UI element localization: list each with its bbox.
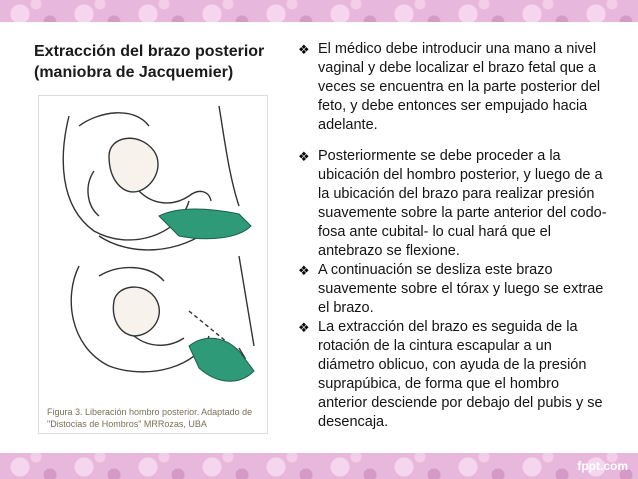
glove-hand-top (159, 209, 251, 239)
list-item (296, 261, 612, 318)
bullet-text: Posteriormente se debe proceder a la ubicación del hombro posterior, y luego de a la ubicación del brazo para realizar presión suavemente sobre la parte anterior del codo- fosa ante cubital- lo cual hará que el antebrazo se flexione. (318, 148, 607, 259)
diamond-bullet-icon: ❖ (298, 42, 310, 57)
bullet-text: La extracción del brazo es seguida de la rotación de la cintura escapular a un diámetro oblicuo, con ayuda de la presión suprapúbica, de forma que el hombro anterior desciende por debajo del pubis y se desencaja. (318, 319, 603, 430)
obstetric-maneuver-illustration (39, 96, 269, 406)
bullet-text: El médico debe introducir una mano a nivel vaginal y debe localizar el brazo fetal que a veces se encuentra en la parte posterior del feto, y debe entonces ser empujado hacia adelante. (318, 41, 601, 133)
diamond-bullet-icon: ❖ (298, 320, 310, 335)
footer-logo: fppt.com (577, 459, 628, 473)
list-item (296, 318, 612, 432)
list-item (296, 147, 612, 261)
list-item (296, 40, 612, 135)
glove-hand-bottom (189, 338, 254, 381)
decorative-border-top (0, 0, 638, 22)
figure-caption: Figura 3. Liberación hombro posterior. Adaptado de "Distocias de Hombros" MRRozas, UBA (47, 407, 253, 429)
decorative-border-bottom (0, 453, 638, 479)
bullet-text: A continuación se desliza este brazo suavemente sobre el tórax y luego se extrae el brazo. (318, 262, 604, 316)
illustration-figure (38, 95, 268, 434)
bullet-list (296, 40, 612, 432)
diamond-bullet-icon: ❖ (298, 263, 310, 278)
diamond-bullet-icon: ❖ (298, 149, 310, 164)
slide-title: Extracción del brazo posterior (maniobra de Jacquemier) (34, 43, 265, 81)
